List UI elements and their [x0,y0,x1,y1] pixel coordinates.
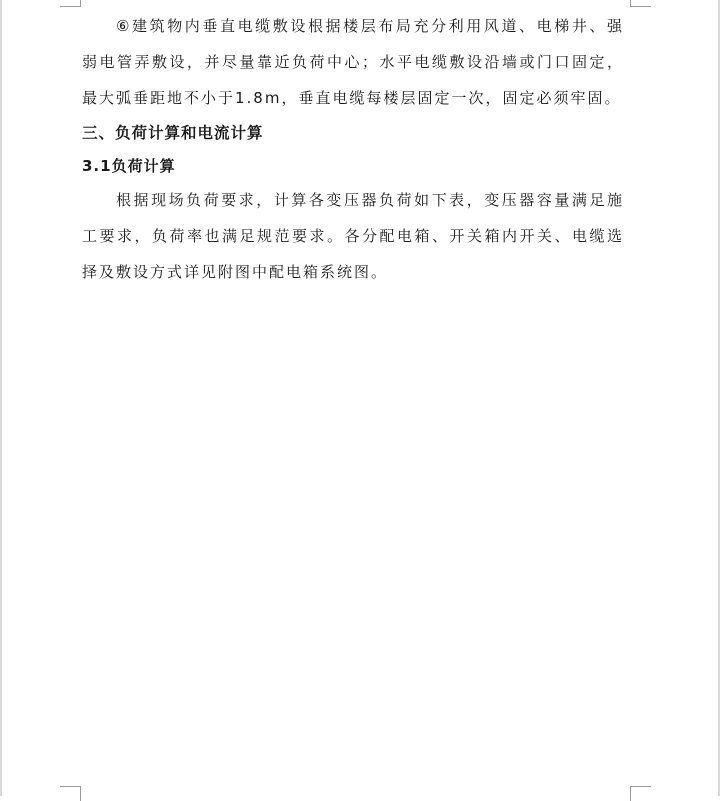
paragraph-cable-laying: ⑥建筑物内垂直电缆敷设根据楼层布局充分利用风道、电梯井、强弱电管弄敷设，并尽量靠近负荷中心；水平电缆敷设沿墙或门口固定，最大弧垂距地不小于1.8m，垂直电缆每楼层固定一次，固定必须牢固。 [82,17,624,107]
document-body [82,8,624,290]
subsection-heading: 3.1负荷计算 [82,157,176,175]
crop-mark-top-right [630,0,651,7]
crop-mark-bottom-left [60,786,81,801]
paragraph-load-calculation: 根据现场负荷要求，计算各变压器负荷如下表，变压器容量满足施工要求，负荷率也满足规范要求。各分配电箱、开关箱内开关、电缆选择及敷设方式详见附图中配电箱系统图。 [82,191,624,281]
page-left-edge [0,0,2,796]
crop-mark-bottom-right [630,786,651,801]
section-heading: 三、负荷计算和电流计算 [82,124,264,142]
crop-mark-top-left [60,0,81,7]
